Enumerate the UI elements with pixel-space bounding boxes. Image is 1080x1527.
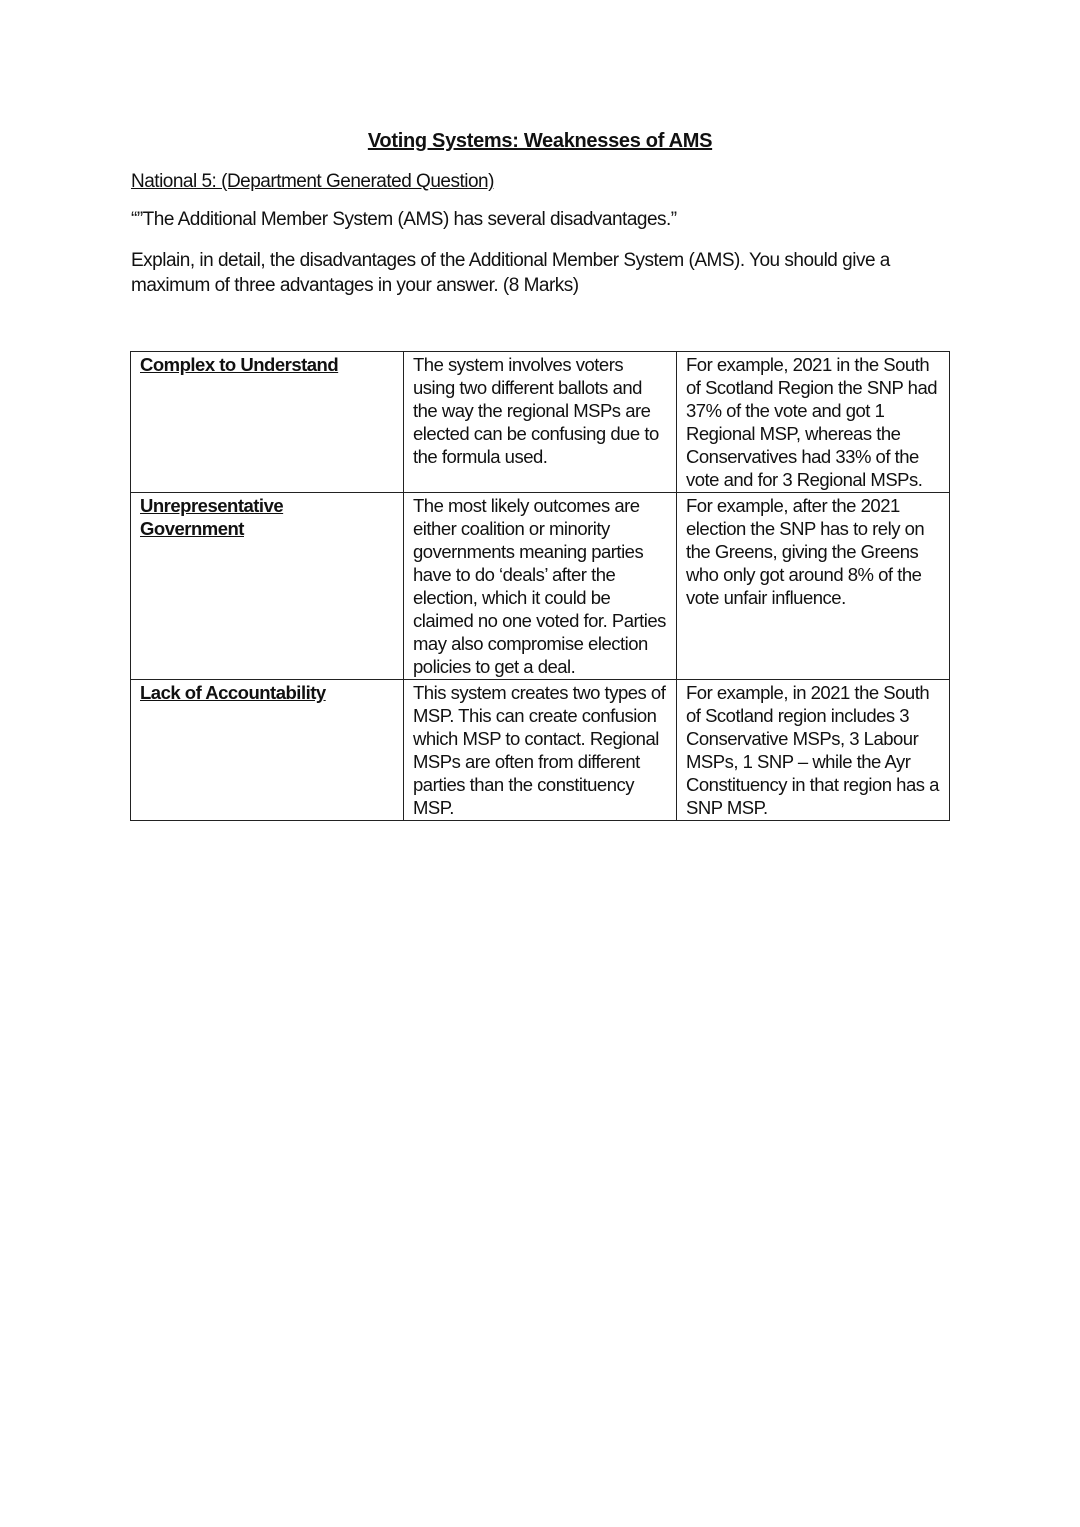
explanation-cell: The most likely outcomes are either coalition or minority governments meaning parties have to do ‘deals’ after the election, which it could be claimed no one voted for. Parties may also compromise election policies to get a deal. bbox=[404, 493, 677, 680]
weakness-heading: Complex to Understand bbox=[140, 354, 339, 375]
example-cell: For example, after the 2021 election the SNP has to rely on the Greens, giving the Greens who only got around 8% of the vote unfair influence. bbox=[677, 493, 950, 680]
table-row bbox=[131, 493, 950, 680]
page-title: Voting Systems: Weaknesses of AMS bbox=[367, 130, 713, 152]
question-quote: “”The Additional Member System (AMS) has several disadvantages.” bbox=[131, 209, 677, 230]
weakness-heading-cell bbox=[131, 680, 404, 821]
question-subtitle: National 5: (Department Generated Question) bbox=[131, 171, 494, 192]
weakness-heading: Unrepresentative Government bbox=[140, 495, 284, 539]
weakness-heading-cell bbox=[131, 352, 404, 493]
explanation-cell: The system involves voters using two different ballots and the way the regional MSPs are elected can be confusing due to the formula used. bbox=[404, 352, 677, 493]
weaknesses-table bbox=[130, 351, 950, 821]
example-cell: For example, 2021 in the South of Scotland Region the SNP had 37% of the vote and got 1 Regional MSP, whereas the Conservatives had 33% of the vote and for 3 Regional MSPs. bbox=[677, 352, 950, 493]
weakness-heading: Lack of Accountability bbox=[140, 682, 326, 703]
table-row bbox=[131, 352, 950, 493]
explanation-cell: This system creates two types of MSP. This can create confusion which MSP to contact. Regional MSPs are often from different parties than the constituency MSP. bbox=[404, 680, 677, 821]
table-row bbox=[131, 680, 950, 821]
question-instructions: Explain, in detail, the disadvantages of the Additional Member System (AMS). You should give a maximum of three advantages in your answer. (8 Marks) bbox=[131, 250, 890, 296]
weakness-heading-cell bbox=[131, 493, 404, 680]
example-cell: For example, in 2021 the South of Scotland region includes 3 Conservative MSPs, 3 Labour MSPs, 1 SNP – while the Ayr Constituency in that region has a SNP MSP. bbox=[677, 680, 950, 821]
